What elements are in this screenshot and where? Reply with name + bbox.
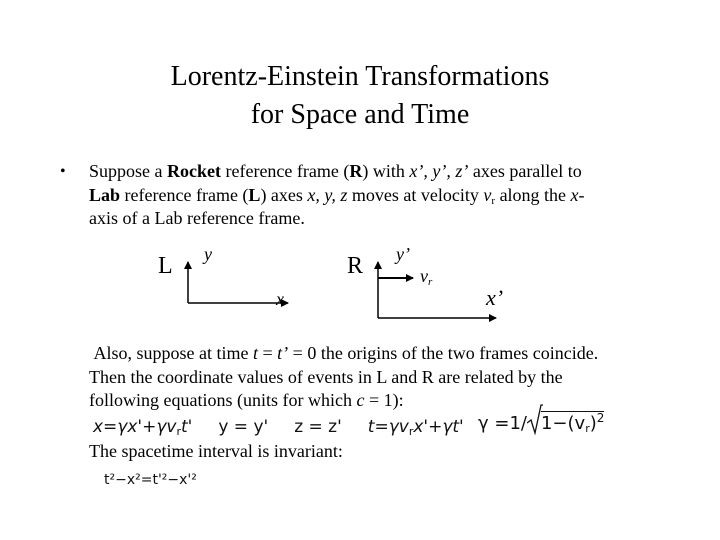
equation-z: z = z' [294, 417, 342, 437]
equation-y: y = y' [218, 417, 269, 437]
bullet-line-3: axis of a Lab reference frame. [89, 208, 305, 228]
bullet-line-1: Suppose a Rocket reference frame (R) with x’, y’, z’ axes parallel to [89, 161, 582, 181]
rocket-x-label: x’ [486, 285, 504, 310]
title-line-2: for Space and Time [250, 99, 470, 130]
origins-paragraph [89, 342, 689, 413]
lab-x-label: x [276, 289, 284, 309]
rocket-y-label: y’ [396, 244, 410, 264]
lab-y-label: y [204, 244, 212, 264]
bullet-line-2: Lab reference frame (L) axes x, y, z moves at velocity $v_r$ along the x- [89, 184, 585, 207]
equation-x: $x=\gamma x'+\gamma v_rt'$ [93, 417, 193, 438]
lorentz-equations [93, 417, 490, 437]
equation-t: $t=\gamma v_rx'+\gamma t'$ [367, 417, 464, 438]
gamma-equation: γ =1/ $1-(v_r)^2$ [478, 409, 604, 434]
para-line-2: Then the coordinate values of events in L and R are related by the [89, 366, 563, 387]
bullet-marker: • [60, 163, 66, 180]
lab-frame-label: L [158, 253, 173, 279]
para-line-3: following equations (units for which c = 1): [89, 390, 404, 410]
radical-sign-icon [527, 403, 543, 435]
para-line-1: Also, suppose at time t = t’ = 0 the origins of the two frames coincide. [93, 343, 599, 363]
rocket-frame-label: R [347, 253, 364, 279]
velocity-label: $v_r$ [420, 266, 433, 288]
title-line-1: Lorentz-Einstein Transformations [170, 61, 550, 92]
interval-equation: t²−x²=t'²−x'² [104, 472, 197, 488]
spacetime-label: The spacetime interval is invariant: [89, 441, 343, 461]
